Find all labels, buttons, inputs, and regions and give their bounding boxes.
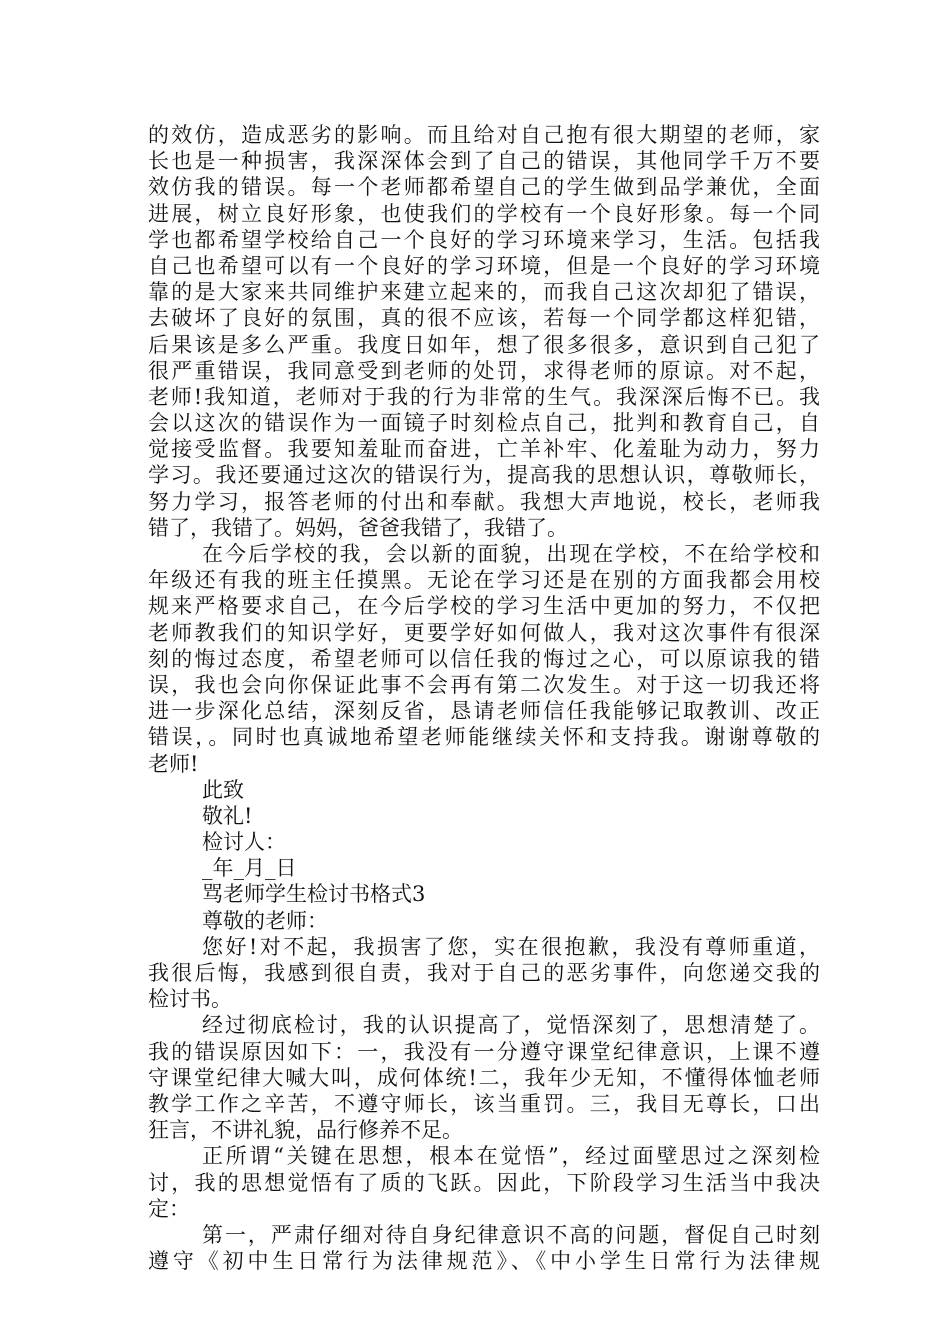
text-line: 很严重错误，我同意受到老师的处罚，求得老师的原谅。对不起， (148, 358, 820, 383)
text-line: 检讨书。 (148, 987, 232, 1012)
text-line: 努力学习，报答老师的付出和奉献。我想大声地说，校长，老师我 (148, 489, 820, 514)
signer-label: 检讨人： (202, 830, 286, 855)
text-line: 学习。我还要通过这次的错误行为，提高我的思想认识，尊敬师长， (148, 463, 820, 488)
text-line: 自己也希望可以有一个良好的学习环境，但是一个良好的学习环境 (148, 253, 820, 278)
text-line: 觉接受监督。我要知羞耻而奋进，亡羊补牢、化羞耻为动力，努力 (148, 437, 820, 462)
text-line: 老师!我知道，老师对于我的行为非常的生气。我深深后悔不已。我 (148, 384, 820, 409)
text-line: 定： (148, 1196, 190, 1221)
text-line: 学也都希望学校给自己一个良好的学习环境来学习，生活。包括我 (148, 227, 820, 252)
text-line: 我的错误原因如下：一，我没有一分遵守课堂纪律意识，上课不遵 (148, 1039, 820, 1064)
text-line: 狂言，不讲礼貌，品行修养不足。 (148, 1118, 463, 1143)
text-line: 后果该是多么严重。我度日如年，想了很多很多，意识到自己犯了 (148, 332, 820, 357)
document-body (148, 122, 820, 1274)
text-line: 我很后悔，我感到很自责，我对于自己的恶劣事件，向您递交我的 (148, 961, 820, 985)
paragraph-start-line: 第一，严肃仔细对待自身纪律意识不高的问题，督促自己时刻 (202, 1222, 820, 1247)
paragraph-start-line: 在今后学校的我，会以新的面貌，出现在学校，不在给学校和 (202, 542, 820, 566)
text-line: 去破坏了良好的氛围，真的很不应该，若每一个同学都这样犯错， (148, 306, 820, 331)
text-line: 教学工作之辛苦，不遵守师长，该当重罚。三，我目无尊长，口出 (148, 1091, 820, 1116)
paragraph-start-line: 您好!对不起，我损害了您，实在很抱歉，我没有尊师重道， (202, 934, 820, 959)
text-line: 效仿我的错误。每一个老师都希望自己的学生做到品学兼优，全面 (148, 175, 820, 200)
closing-salute: 敬礼! (202, 803, 253, 828)
paragraph-start-line: 经过彻底检讨，我的认识提高了，觉悟深刻了，思想清楚了。 (202, 1013, 820, 1038)
text-line: 刻的悔过态度，希望老师可以信任我的悔过之心，可以原谅我的错 (148, 646, 820, 671)
text-line: 的效仿，造成恶劣的影响。而且给对自己抱有很大期望的老师，家 (148, 123, 820, 147)
text-line: 遵守《初中生日常行为法律规范》、《中小学生日常行为法律规 (148, 1249, 820, 1274)
text-line: 会以这次的错误作为一面镜子时刻检点自己，批判和教育自己，自 (148, 411, 820, 436)
closing-line: 此致 (202, 777, 244, 802)
section-title: 骂老师学生检讨书格式3 (202, 882, 426, 907)
text-line: 错了，我错了。妈妈，爸爸我错了，我错了。 (148, 515, 568, 540)
text-line: 守课堂纪律大喊大叫，成何体统!二，我年少无知，不懂得体恤老师 (148, 1065, 820, 1090)
text-line: 年级还有我的班主任摸黑。无论在学习还是在别的方面我都会用校 (148, 568, 820, 593)
text-line: 老师教我们的知识学好，更要学好如何做人，我对这次事件有很深 (148, 620, 820, 645)
date-line: _年_月_日 (202, 856, 297, 881)
paragraph-start-line: 正所谓“关键在思想，根本在觉悟”，经过面壁思过之深刻检 (202, 1144, 820, 1169)
text-line: 讨，我的思想觉悟有了质的飞跃。因此，下阶段学习生活当中我决 (148, 1170, 820, 1195)
text-line: 长也是一种损害，我深深体会到了自己的错误，其他同学千万不要 (148, 149, 820, 174)
text-line: 靠的是大家来共同维护来建立起来的，而我自己这次却犯了错误， (148, 280, 820, 305)
salutation: 尊敬的老师： (202, 908, 328, 933)
text-line: 进一步深化总结，深刻反省，恳请老师信任我能够记取教训、改正 (148, 699, 820, 724)
text-line: 进展，树立良好形象，也使我们的学校有一个良好形象。每一个同 (148, 201, 820, 226)
text-line: 规来严格要求自己，在今后学校的学习生活中更加的努力，不仅把 (148, 594, 820, 619)
text-line: 错误，。同时也真诚地希望老师能继续关怀和支持我。谢谢尊敬的 (148, 725, 820, 750)
text-line: 误，我也会向你保证此事不会再有第二次发生。对于这一切我还将 (148, 672, 820, 697)
text-line: 老师! (148, 751, 199, 776)
